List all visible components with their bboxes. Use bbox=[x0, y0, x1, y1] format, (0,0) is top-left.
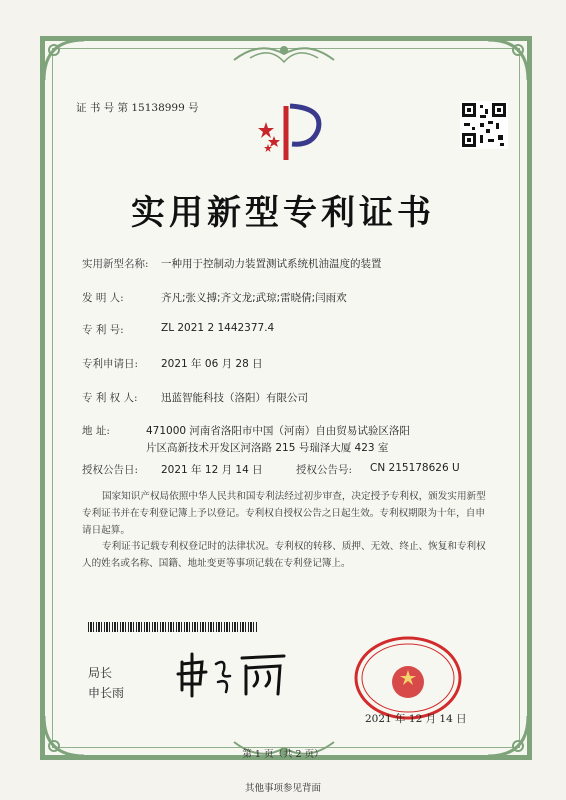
grant-date-label: 授权公告日: bbox=[82, 464, 139, 476]
application-date-label: 专利申请日: bbox=[82, 358, 139, 370]
director-signature bbox=[176, 650, 296, 700]
signer-name: 申长雨 bbox=[88, 686, 125, 700]
grant-statement: 国家知识产权局依照中华人民共和国专利法经过初步审查，决定授予专利权，颁发实用新型专利证书并在专利登记簿上予以登记。专利权自授权公告之日起生效。专利权期限为十年，自申请日起算。 bbox=[82, 491, 486, 536]
certificate-number: 证 书 号 第 15138999 号 bbox=[76, 102, 199, 114]
grant-number-label: 授权公告号: bbox=[296, 464, 353, 476]
inventor-value: 齐凡;张义搏;齐文龙;武琼;雷晓倩;闫雨欢 bbox=[161, 292, 347, 304]
address-label: 地 址: bbox=[82, 425, 110, 437]
page-title: 实用新型专利证书 bbox=[131, 193, 435, 233]
page-number: 第 1 页（共 2 页） bbox=[242, 749, 324, 760]
patentee-value: 迅蓝智能科技（洛阳）有限公司 bbox=[161, 392, 308, 404]
grant-date-value: 2021 年 12 月 14 日 bbox=[161, 464, 263, 476]
patent-number-label: 专 利 号: bbox=[82, 324, 124, 336]
address-line-1: 471000 河南省洛阳市中国（河南）自由贸易试验区洛阳 bbox=[146, 425, 410, 437]
name-label: 实用新型名称: bbox=[82, 258, 149, 270]
top-ornament-icon bbox=[230, 40, 338, 66]
corner-ornament-icon bbox=[40, 36, 88, 84]
footer-note: 其他事项参见背面 bbox=[244, 783, 321, 794]
seal-date: 2021 年 12 月 14 日 bbox=[365, 713, 467, 725]
legal-status-statement: 专利证书记载专利权登记时的法律状况。专利权的转移、质押、无效、终止、恢复和专利权人的姓名或名称、国籍、地址变更等事项记载在专利登记簿上。 bbox=[82, 541, 486, 569]
address-line-2: 片区高新技术开发区河洛路 215 号瑞泽大厦 423 室 bbox=[146, 442, 389, 454]
application-date-value: 2021 年 06 月 28 日 bbox=[161, 358, 263, 370]
official-seal-icon bbox=[350, 628, 466, 720]
patent-number-value: ZL 2021 2 1442377.4 bbox=[161, 322, 275, 334]
qr-code-icon bbox=[460, 101, 508, 149]
cnipa-logo-icon bbox=[256, 100, 326, 162]
grant-number-value: CN 215178626 U bbox=[370, 462, 460, 474]
inventor-label: 发 明 人: bbox=[82, 292, 124, 304]
barcode bbox=[88, 622, 258, 632]
name-value: 一种用于控制动力装置测试系统机油温度的装置 bbox=[161, 258, 382, 270]
signer-title: 局长 bbox=[88, 666, 113, 680]
patentee-label: 专 利 权 人: bbox=[82, 392, 138, 404]
corner-ornament-icon bbox=[484, 36, 532, 84]
